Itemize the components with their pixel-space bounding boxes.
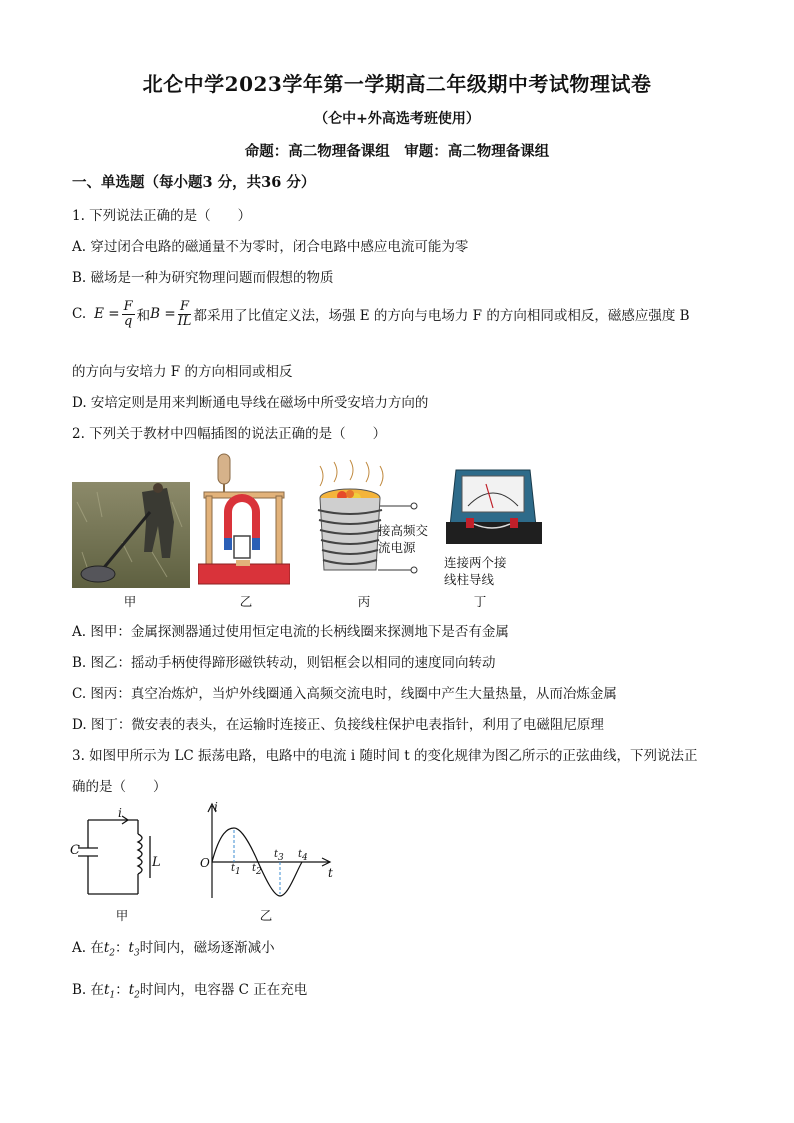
q1-eq1-num: F	[123, 299, 133, 314]
q1-option-c-continued: 的方向与安培力 F 的方向相同或相反	[72, 364, 293, 380]
q1-c-prefix: C.	[72, 306, 87, 323]
q2-stem: 2. 下列关于教材中四幅插图的说法正确的是（ ）	[72, 426, 387, 442]
q3-a-pre: A. 在	[72, 940, 104, 956]
q3-a-post: 时间内，磁场逐渐减小	[139, 940, 275, 956]
q1-eq2-den: IL	[177, 313, 192, 329]
label-bing-line1: 接高频交	[378, 523, 429, 538]
q3-a-ta: t	[103, 940, 110, 956]
q1-eq1-fraction	[122, 300, 135, 328]
q3-stem-line2: 确的是（ ）	[72, 779, 167, 795]
graph-t4-sub: 4	[302, 853, 308, 863]
q1-eq1-lhs: E =	[94, 306, 120, 323]
q3-b-ta: t	[104, 982, 110, 998]
graph-axis-i: i	[214, 800, 218, 814]
graph-t3	[274, 849, 284, 863]
label-ding-line2: 线柱导线	[444, 572, 495, 587]
q3-a-tb: t	[128, 940, 134, 956]
q3-b-pre: B. 在	[72, 982, 105, 998]
graph-origin: O	[200, 856, 210, 870]
q2-option-c: C. 图丙：真空冶炼炉，当炉外线圈通入高频交流电时，线圈中产生大量热量，从而冶炼金属	[72, 686, 617, 702]
q1-and: 和	[136, 308, 151, 325]
caption-lc-jia: 甲	[115, 908, 129, 923]
q1-stem: 1. 下列说法正确的是（ ）	[72, 208, 252, 224]
q1-option-d: D. 安培定则是用来判断通电导线在磁场中所受安培力方向的	[72, 395, 429, 411]
q1-option-b: B. 磁场是一种为研究物理问题而假想的物质	[72, 270, 334, 286]
q1-c-text: 都采用了比值定义法，场强 E 的方向与电场力 F 的方向相同或相反，磁感应强度 B	[193, 308, 690, 325]
graph-t2	[252, 863, 262, 877]
q3-option-a	[72, 936, 275, 959]
q1-eq2-fraction	[178, 300, 192, 328]
q2-option-a: A. 图甲：金属探测器通过使用恒定电流的长柄线圈来探测地下是否有金属	[72, 624, 509, 640]
page-subtitle: （仑中+外高选考班使用）	[314, 111, 480, 127]
caption-ding: 丁	[473, 594, 487, 609]
q3-b-sb: 2	[134, 990, 140, 1001]
q3-a-sa: 2	[109, 948, 116, 959]
page-title: 北仑中学2023学年第一学期高二年级期中考试物理试卷	[142, 72, 652, 96]
q1-option-c	[72, 300, 690, 328]
q3-b-post: 时间内，电容器 C 正在充电	[139, 982, 308, 998]
q1-eq2-num: F	[180, 299, 190, 314]
graph-t1-t: t	[231, 863, 236, 874]
graph-t4-t: t	[298, 849, 303, 860]
figure-sine-graph	[196, 800, 338, 904]
lc-label-l: L	[152, 855, 161, 870]
figure-jia-metal-detector	[72, 482, 190, 588]
q3-option-b	[72, 978, 307, 1001]
q3-b-tb: t	[128, 982, 135, 998]
q3-b-colon: ：	[115, 982, 129, 998]
caption-bing: 丙	[357, 594, 371, 609]
figure-yi-magnet-frame	[198, 452, 290, 586]
label-bing-power	[378, 522, 428, 556]
section-heading: 一、单选题（每小题3 分，共36 分）	[72, 174, 316, 191]
q2-option-b: B. 图乙：摇动手柄使得蹄形磁铁转动，则铝框会以相同的速度同向转动	[72, 655, 496, 671]
graph-t4	[298, 849, 308, 863]
label-ding-line1: 连接两个接	[444, 555, 507, 570]
graph-t1-sub: 1	[235, 867, 241, 877]
caption-jia: 甲	[123, 594, 137, 609]
q1-eq1-den: q	[123, 313, 133, 329]
graph-t3-t: t	[274, 849, 279, 860]
authors-line: 命题：高二物理备课组 审题：高二物理备课组	[244, 143, 550, 160]
q3-a-colon: ：	[115, 940, 129, 956]
figure-ding-ammeter	[446, 466, 542, 552]
graph-axis-t: t	[328, 866, 333, 880]
graph-t1	[231, 863, 241, 877]
graph-t2-t: t	[252, 863, 257, 874]
graph-t2-sub: 2	[256, 867, 262, 877]
graph-t3-sub: 3	[278, 853, 284, 863]
q2-option-d: D. 图丁：微安表的表头，在运输时连接正、负接线柱保护电表指针，利用了电磁阻尼原理	[72, 717, 604, 733]
lc-label-i: i	[118, 806, 122, 820]
caption-sine-yi: 乙	[259, 908, 273, 923]
q3-b-sa: 1	[109, 990, 116, 1001]
caption-yi: 乙	[239, 594, 253, 609]
q1-option-a: A. 穿过闭合电路的磁通量不为零时，闭合电路中感应电流可能为零	[72, 239, 469, 255]
q3-stem-line1: 3. 如图甲所示为 LC 振荡电路，电路中的电流 i 随时间 t 的变化规律为图乙所示的正弦曲线，下列说法正	[72, 748, 698, 764]
label-ding-wire	[444, 554, 507, 588]
lc-label-c: C	[70, 843, 80, 858]
q1-eq2-lhs: B =	[150, 306, 176, 323]
figure-bing-furnace	[300, 458, 430, 582]
q3-a-sb: 3	[133, 948, 140, 959]
label-bing-line2: 流电源	[378, 540, 416, 555]
